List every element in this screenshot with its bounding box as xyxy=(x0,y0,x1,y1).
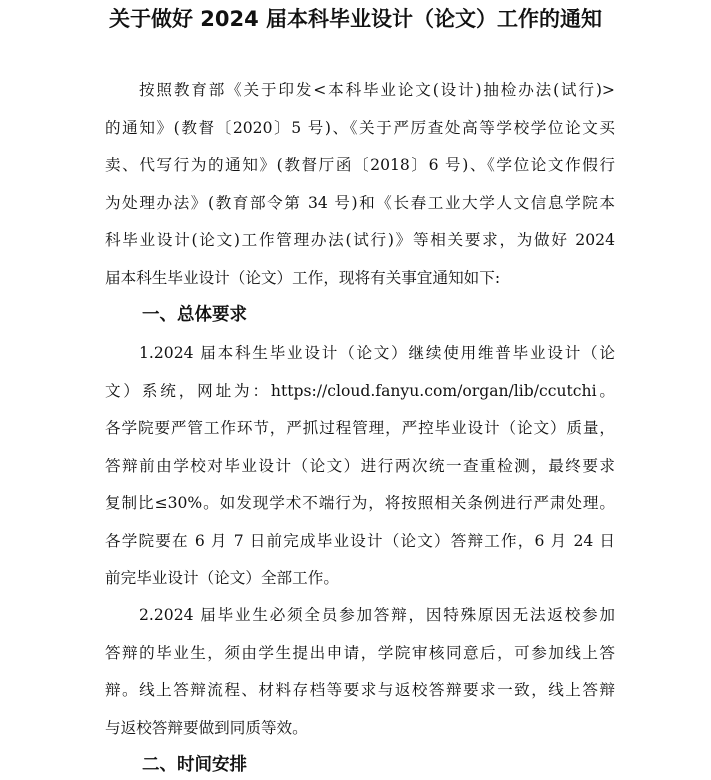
item-1-line: 各学院要严管工作环节，严抓过程管理，严控毕业设计（论文）质量， xyxy=(105,419,615,437)
intro-paragraph xyxy=(105,72,615,297)
intro-line: 的通知》(教督〔2020〕5 号)、《关于严厉查处高等学校学位论文买 xyxy=(105,118,615,137)
intro-line: 届本科生毕业设计（论文）工作，现将有关事宜通知如下: xyxy=(105,268,501,287)
item-1-line: 答辩前由学校对毕业设计（论文）进行两次统一查重检测，最终要求 xyxy=(105,456,615,475)
item-2-paragraph xyxy=(105,597,615,747)
intro-line: 为处理办法》(教育部令第 34 号)和《长春工业大学人文信息学院本 xyxy=(105,193,615,212)
item-2-line: 2.2024 届毕业生必须全员参加答辩，因特殊原因无法返校参加 xyxy=(139,606,615,624)
item-1-line: 复制比≤30%。如发现学术不端行为，将按照相关条例进行严肃处理。 xyxy=(105,494,615,512)
item-1-line: 前完毕业设计（论文）全部工作。 xyxy=(105,569,339,587)
item-1-line: 各学院要在 6 月 7 日前完成毕业设计（论文）答辩工作，6 月 24 日 xyxy=(105,531,615,550)
item-1-paragraph xyxy=(105,335,615,598)
document-title: 关于做好 2024 届本科毕业设计（论文）工作的通知 xyxy=(108,7,603,31)
intro-line: 卖、代写行为的通知》(教督厅函〔2018〕6 号)、《学位论文作假行 xyxy=(105,156,615,174)
section-heading-schedule: 二、时间安排 xyxy=(142,755,247,775)
section-heading-general-requirements: 一、总体要求 xyxy=(142,305,247,325)
item-2-line: 答辩的毕业生，须由学生提出申请，学院审核同意后，可参加线上答 xyxy=(105,643,615,662)
intro-line: 按照教育部《关于印发<本科毕业论文(设计)抽检办法(试行)> xyxy=(139,81,615,99)
item-2-line: 辩。线上答辩流程、材料存档等要求与返校答辩要求一致，线上答辩 xyxy=(105,681,615,699)
intro-line: 科毕业设计(论文)工作管理办法(试行)》等相关要求，为做好 2024 xyxy=(105,231,615,249)
item-1-line: 1.2024 届本科生毕业设计（论文）继续使用维普毕业设计（论 xyxy=(139,344,615,362)
item-1-line: 文）系统，网址为：https://cloud.fanyu.com/organ/lib/ccutchi。 xyxy=(105,381,615,400)
item-2-line: 与返校答辩要做到同质等效。 xyxy=(105,718,308,737)
